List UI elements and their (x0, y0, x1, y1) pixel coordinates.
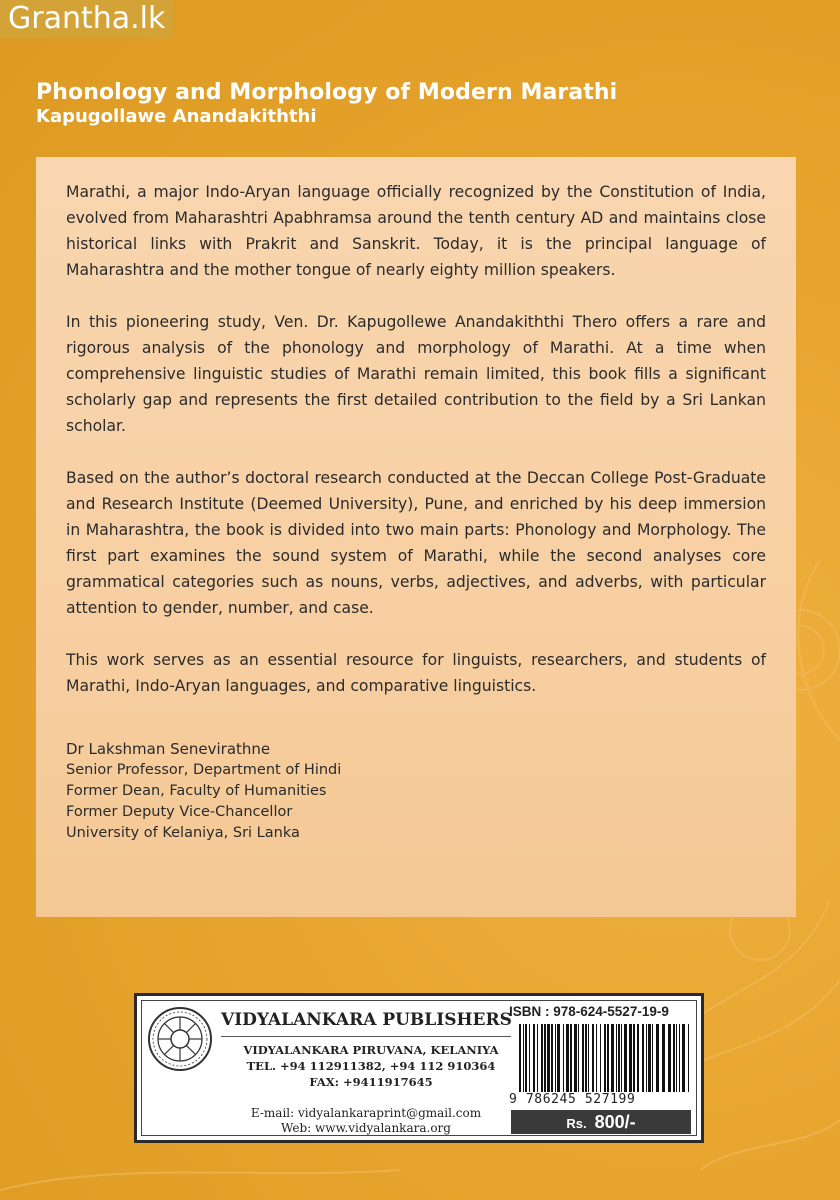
reviewer-title: Senior Professor, Department of Hindi (66, 762, 342, 778)
publisher-name: VIDYALANKARA PUBLISHERS (221, 1010, 512, 1030)
reviewer-title: Former Dean, Faculty of Humanities (66, 783, 327, 799)
reviewer-title: Former Deputy Vice-Chancellor (66, 804, 293, 820)
blurb-box (36, 157, 796, 917)
reviewer-name: Dr Lakshman Senevirathne (66, 740, 271, 758)
reviewer-title: University of Kelaniya, Sri Lanka (66, 825, 300, 841)
blurb-paragraph: In this pioneering study, Ven. Dr. Kapugollewe Anandakiththi Thero offers a rare and rigorous analysis of the phonology and morphology of Marathi. At a time when comprehensive linguistic studies of Marathi remain limited, this book fills a significant scholarly gap and represents the first detailed contribution to the field by a Sri Lankan scholar. (66, 313, 766, 435)
publisher-address (221, 1042, 521, 1090)
barcode (517, 1024, 695, 1092)
title-block (36, 80, 617, 127)
price-currency: Rs. (566, 1116, 587, 1131)
website-line: Web: www.vidyalankara.org (281, 1121, 451, 1135)
price-tag (511, 1110, 691, 1134)
telephone-line: TEL. +94 112911382, +94 112 910364 (246, 1059, 496, 1073)
blurb-paragraph: This work serves as an essential resource for linguists, researchers, and students of Marathi, Indo-Aryan languages, and comparative linguistics. (66, 651, 766, 695)
email-line: E-mail: vidyalankaraprint@gmail.com (250, 1106, 482, 1120)
barcode-digits: 9 786245 527199 (509, 1092, 636, 1107)
divider (221, 1036, 511, 1037)
blurb-paragraph: Based on the author’s doctoral research conducted at the Deccan College Post-Graduate and Research Institute (Deemed University), Pune, and enriched by his deep immersion in Maharashtra, the book is divided into two main parts: Phonology and Morphology. The first part examines the sound system of Marathi, while the second analyses core grammatical categories such as nouns, verbs, adjectives, and adverbs, with particular attention to gender, number, and case. (66, 469, 766, 617)
book-title: Phonology and Morphology of Modern Marathi (36, 80, 618, 105)
address-line: VIDYALANKARA PIRUVANA, KELANIYA (243, 1043, 499, 1057)
publisher-logo-icon (147, 1006, 213, 1072)
publisher-contacts (221, 1106, 511, 1136)
site-watermark: Grantha.lk (0, 0, 173, 38)
fax-line: FAX: +9411917645 (309, 1075, 433, 1089)
isbn-label: ISBN : 978-624-5527-19-9 (509, 1004, 669, 1019)
blurb-paragraph: Marathi, a major Indo-Aryan language officially recognized by the Constitution of India, evolved from Maharashtri Apabhramsa around the tenth century AD and maintains close historical links with Prakrit and Sanskrit. Today, it is the principal language of Maharashtra and the mother tongue of nearly eighty million speakers. (66, 183, 766, 279)
book-author: Kapugollawe Anandakiththi (36, 106, 317, 127)
price-amount: 800/- (594, 1112, 636, 1132)
reviewer-signature (66, 739, 766, 844)
publisher-box (134, 993, 704, 1143)
